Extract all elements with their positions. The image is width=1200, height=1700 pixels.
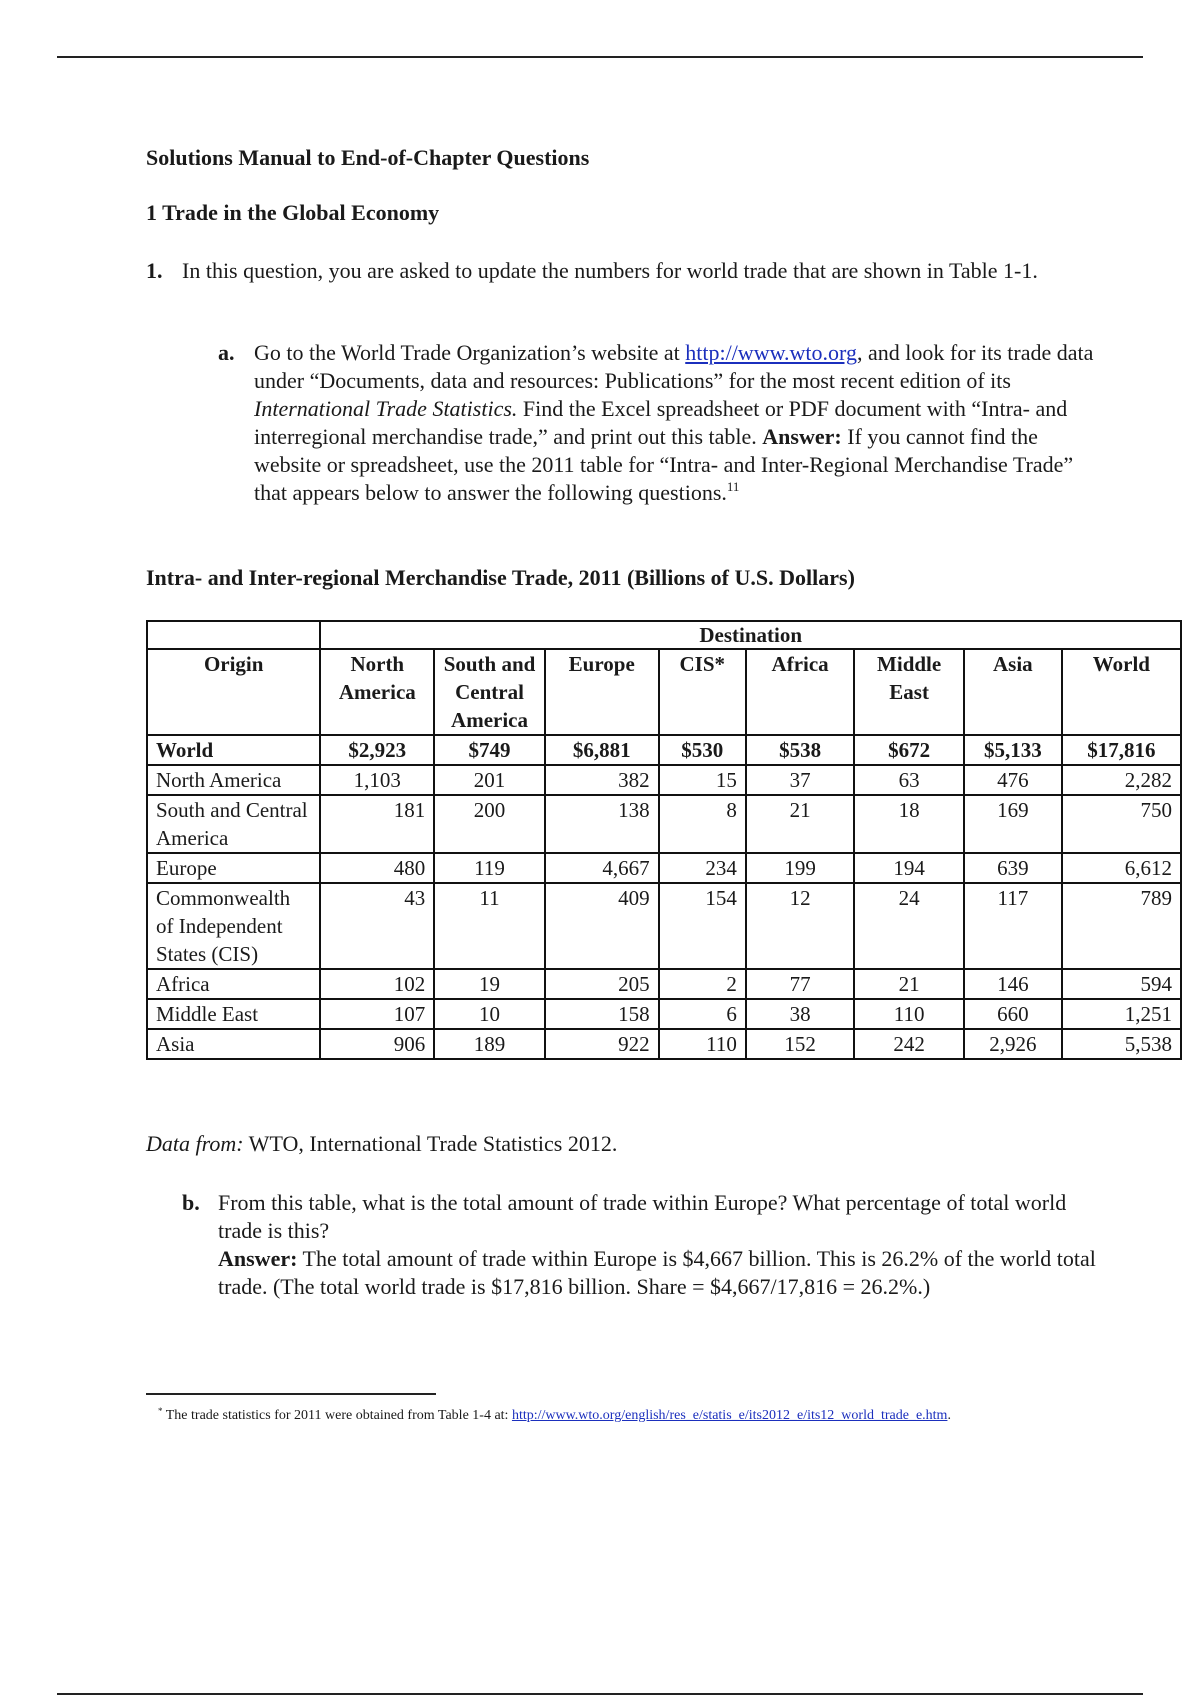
table-cell: 4,667 [545,853,659,883]
origin-header: Origin [147,649,320,735]
table-cell: 10 [434,999,545,1029]
row-label: Asia [147,1029,320,1059]
table-cell: 200 [434,795,545,853]
row-label: Africa [147,969,320,999]
table-cell: 199 [746,853,855,883]
table-cell: 107 [320,999,434,1029]
question-1a-label: a. [218,340,235,365]
table-cell: 594 [1062,969,1181,999]
question-1b-answer [218,1245,1102,1301]
question-1a-text [254,339,1098,507]
table-corner-cell [147,621,320,649]
table-cell: 21 [854,969,964,999]
question-1-number: 1. [146,258,163,283]
table-header-row [147,621,1181,649]
table-cell: 110 [659,1029,746,1059]
table-cell: $672 [854,735,964,765]
row-label: World [147,735,320,765]
table-cell: 6,612 [1062,853,1181,883]
footnote-link[interactable]: http://www.wto.org/english/res_e/statis_e/its2012_e/its12_world_trade_e.htm [511,1408,948,1423]
data-source [146,1131,617,1157]
table-cell: 2,282 [1062,765,1181,795]
question-1b-body [218,1189,1102,1301]
table-cell: 2 [659,969,746,999]
question-1b-label: b. [182,1190,200,1215]
question-1b-text: From this table, what is the total amount of trade within Europe? What percentage of total world trade is this? [218,1190,1067,1243]
table-cell: 194 [854,853,964,883]
question-1b [182,1189,1102,1301]
table-cell: 639 [964,853,1062,883]
data-source-text: WTO, International Trade Statistics 2012. [243,1131,618,1156]
answer-text: If you cannot find the website or spreadsheet, use the 2011 table for “Intra- and Inter-Regional Merchandise Trade” that appears below to answer the following questions. [254,424,1074,505]
column-header-middle-east: Middle East [854,649,964,735]
table-cell: 382 [545,765,659,795]
table-cell: 169 [964,795,1062,853]
question-1a-text-part: , and look for its trade data under “Documents, data and resources: Publications” for the most recent edition of its [254,340,1094,393]
table-cell: 409 [545,883,659,969]
table-cell: 922 [545,1029,659,1059]
table-cell: 77 [746,969,855,999]
table-cell: 119 [434,853,545,883]
table-cell: 43 [320,883,434,969]
question-1-text: In this question, you are asked to update the numbers for world trade that are shown in Table 1-1. [182,258,1038,283]
table-cell: 189 [434,1029,545,1059]
table-cell: 117 [964,883,1062,969]
table-cell: 38 [746,999,855,1029]
table-cell: 234 [659,853,746,883]
table-cell: 19 [434,969,545,999]
top-rule [57,56,1143,58]
wto-link[interactable]: http://www.wto.org [685,340,857,365]
answer-label: Answer: [218,1246,298,1271]
table-row-europe [147,853,1181,883]
table-cell: 476 [964,765,1062,795]
table-row-middle-east [147,999,1181,1029]
footnote [158,1408,951,1424]
table-cell: 1,103 [320,765,434,795]
destination-header: Destination [320,621,1181,649]
column-header-cis: CIS* [659,649,746,735]
table-cell: 110 [854,999,964,1029]
trade-table [146,620,1182,1060]
chapter-heading: 1 Trade in the Global Economy [146,200,440,225]
table-cell: 15 [659,765,746,795]
table-cell: 37 [746,765,855,795]
row-label: Commonwealth of Independent States (CIS) [147,883,320,969]
question-1a-text-part: Find the Excel spreadsheet or PDF document with “Intra- and interregional merchandise trade,” and print out this table. [254,396,1068,449]
table-cell: 18 [854,795,964,853]
column-header-world: World [1062,649,1181,735]
table-cell: 152 [746,1029,855,1059]
column-header-south-central-america: South and Central America [434,649,545,735]
table-row-north-america [147,765,1181,795]
bottom-rule [57,1693,1143,1695]
table-cell: $5,133 [964,735,1062,765]
table-cell: 8 [659,795,746,853]
column-header-north-america: North America [320,649,434,735]
table-cell: 480 [320,853,434,883]
question-1a [218,339,1098,507]
footnote-end: . [947,1408,951,1423]
table-title: Intra- and Inter-regional Merchandise Trade, 2011 (Billions of U.S. Dollars) [146,565,855,590]
data-source-label: Data from: [146,1131,244,1156]
table-cell: 11 [434,883,545,969]
table-cell: 201 [434,765,545,795]
table-row-asia [147,1029,1181,1059]
table-cell: $17,816 [1062,735,1181,765]
table-row-world [147,735,1181,765]
page-title: Solutions Manual to End-of-Chapter Questions [146,145,590,170]
column-header-europe: Europe [545,649,659,735]
footnote-marker: * [158,1406,163,1416]
table-cell: $530 [659,735,746,765]
table-cell: 146 [964,969,1062,999]
question-1a-text-part: Go to the World Trade Organization’s website at [254,340,686,365]
question-1 [146,257,1086,285]
table-cell: 660 [964,999,1062,1029]
table-cell: 24 [854,883,964,969]
table-cell: 138 [545,795,659,853]
table-cell: 154 [659,883,746,969]
column-header-asia: Asia [964,649,1062,735]
table-row-cis [147,883,1181,969]
table-cell: 102 [320,969,434,999]
row-label: North America [147,765,320,795]
table-cell: $6,881 [545,735,659,765]
table-cell: $2,923 [320,735,434,765]
table-cell: 181 [320,795,434,853]
row-label: Europe [147,853,320,883]
table-cell: 63 [854,765,964,795]
table-cell: 5,538 [1062,1029,1181,1059]
row-label: South and Central America [147,795,320,853]
row-label: Middle East [147,999,320,1029]
footnote-text: The trade statistics for 2011 were obtained from Table 1-4 at: [162,1408,512,1423]
table-cell: 1,251 [1062,999,1181,1029]
table-cell: 2,926 [964,1029,1062,1059]
answer-text: The total amount of trade within Europe is $4,667 billion. This is 26.2% of the world total trade. (The total world trade is $17,816 billion. Share = $4,667/17,816 = 26.2%.) [218,1246,1096,1299]
table-cell: 242 [854,1029,964,1059]
answer-label: Answer: [762,424,842,449]
table-row-africa [147,969,1181,999]
table-cell: 750 [1062,795,1181,853]
table-cell: 12 [746,883,855,969]
publication-title: International Trade Statistics. [254,396,518,421]
footnote-reference: 11 [726,479,740,494]
footnote-rule [146,1393,436,1395]
table-cell: 158 [545,999,659,1029]
table-cell: 21 [746,795,855,853]
table-cell: 6 [659,999,746,1029]
table-cell: 205 [545,969,659,999]
table-row-south-central-america [147,795,1181,853]
table-cell: 789 [1062,883,1181,969]
table-cell: 906 [320,1029,434,1059]
column-header-africa: Africa [746,649,855,735]
table-cell: $538 [746,735,855,765]
table-cell: $749 [434,735,545,765]
table-column-row [147,649,1181,735]
